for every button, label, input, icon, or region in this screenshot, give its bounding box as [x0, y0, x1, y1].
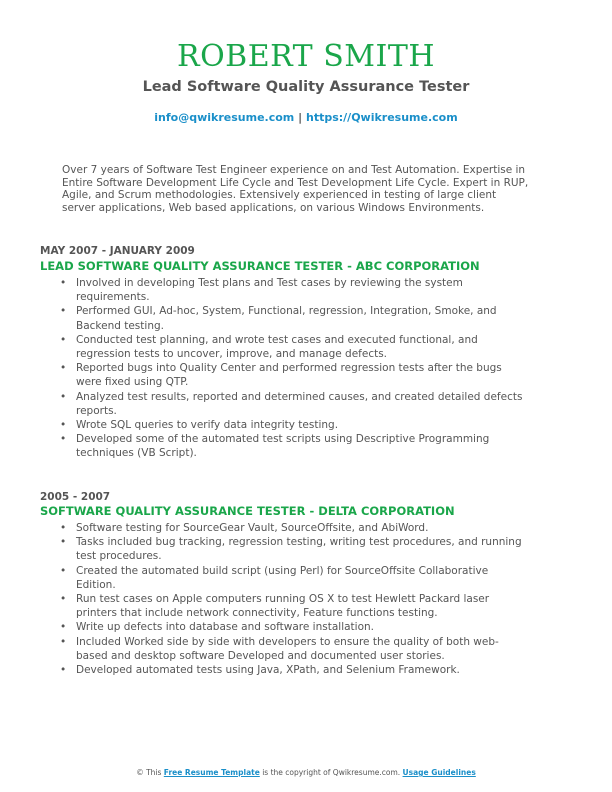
list-item: • Performed GUI, Ad-hoc, System, Functional, regression, Integration, Smoke, and Backend testing.: [76, 304, 528, 332]
list-item: • Write up defects into database and software installation.: [76, 620, 528, 634]
email-link[interactable]: info@qwikresume.com: [154, 111, 295, 124]
list-item: • Wrote SQL queries to verify data integrity testing.: [76, 418, 528, 432]
list-item: • Analyzed test results, reported and determined causes, and created detailed defects reports.: [76, 390, 528, 418]
list-item: • Developed some of the automated test scripts using Descriptive Programming techniques (VB Script).: [76, 432, 528, 460]
job-dates: MAY 2007 - JANUARY 2009: [40, 245, 195, 257]
free-resume-template-link[interactable]: Free Resume Template: [163, 768, 260, 777]
job-dates: 2005 - 2007: [40, 491, 111, 503]
list-item: • Included Worked side by side with developers to ensure the quality of both web-based and desktop software Developed and documented user stories.: [76, 635, 528, 663]
list-item: • Tasks included bug tracking, regression testing, writing test procedures, and running test procedures.: [76, 535, 528, 563]
footer-prefix: © This: [136, 768, 162, 777]
job-role: LEAD SOFTWARE QUALITY ASSURANCE TESTER - ABC CORPORATION: [40, 259, 480, 273]
job-bullets: [76, 521, 528, 677]
job-bullets: [76, 276, 528, 461]
list-item: • Conducted test planning, and wrote test cases and executed functional, and regression tests to uncover, improve, and manage defects.: [76, 333, 528, 361]
contact-line: [0, 111, 612, 125]
footer-copyright: is the copyright of Qwikresume.com.: [262, 768, 401, 777]
list-item: • Involved in developing Test plans and Test cases by reviewing the system requirements.: [76, 276, 528, 304]
list-item: • Developed automated tests using Java, XPath, and Selenium Framework.: [76, 663, 528, 677]
job-role: SOFTWARE QUALITY ASSURANCE TESTER - DELTA CORPORATION: [40, 504, 455, 518]
usage-guidelines-link[interactable]: Usage Guidelines: [402, 768, 476, 777]
list-item: • Created the automated build script (using Perl) for SourceOffsite Collaborative Edition.: [76, 564, 528, 592]
website-link[interactable]: https://Qwikresume.com: [305, 111, 458, 124]
list-item: • Reported bugs into Quality Center and performed regression tests after the bugs were fixed using QTP.: [76, 361, 528, 389]
candidate-title: Lead Software Quality Assurance Tester: [142, 79, 470, 95]
list-item: • Software testing for SourceGear Vault, SourceOffsite, and AbiWord.: [76, 521, 528, 535]
summary-paragraph: Over 7 years of Software Test Engineer experience on and Test Automation. Expertise in Entire Software Development Life Cycle and Test Development Life Cycle. Expert in RUP, Agile, and Scrum methodologies. Extensively experienced in testing of large client server applications, Web based applications, on various Windows Environments.: [62, 164, 529, 214]
contact-separator: |: [298, 111, 303, 124]
candidate-name: ROBERT SMITH: [176, 39, 436, 74]
list-item: • Run test cases on Apple computers running OS X to test Hewlett Packard laser printers that include network connectivity, Feature functions testing.: [76, 592, 528, 620]
footer: [0, 768, 612, 778]
